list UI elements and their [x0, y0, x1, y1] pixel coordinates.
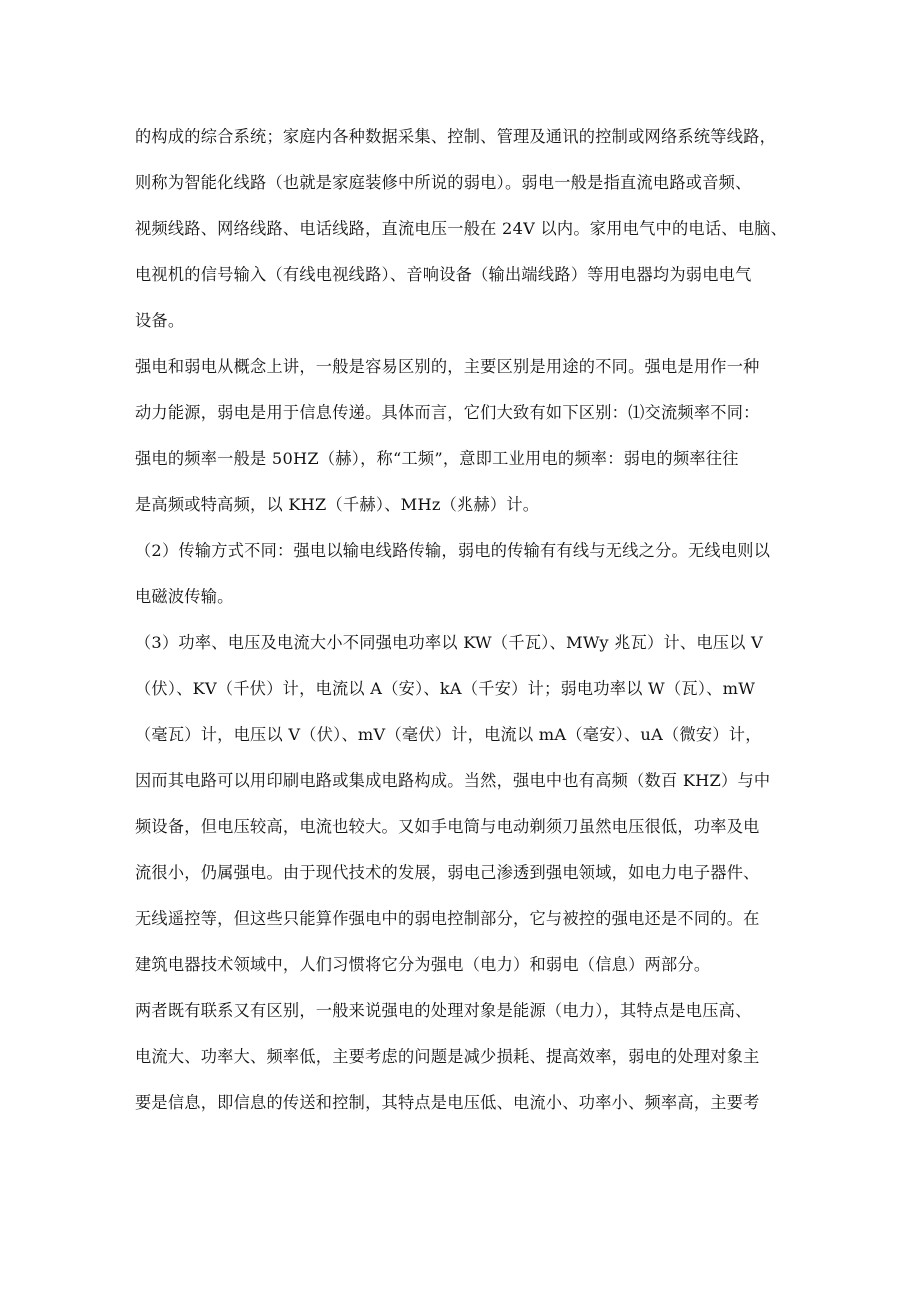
- text-line: 因而其电路可以用印刷电路或集成电路构成。当然，强电中也有高频（数百 KHZ）与中: [135, 771, 771, 790]
- text-line: 无线遥控等，但这些只能算作强电中的弱电控制部分，它与被控的强电还是不同的。在: [135, 909, 760, 928]
- text-line: 视频线路、网络线路、电话线路，直流电压一般在 24V 以内。家用电气中的电话、电脑、: [135, 219, 788, 238]
- text-line: 要是信息，即信息的传送和控制，其特点是电压低、电流小、功率小、频率高，主要考: [135, 1093, 760, 1112]
- text-line: 流很小，仍属强电。由于现代技术的发展，弱电己渗透到强电领域，如电力电子器件、: [135, 863, 760, 882]
- text-line: 电磁波传输。: [135, 587, 234, 606]
- text-line: 强电的频率一般是 50HZ（赫），称“工频”，意即工业用电的频率：弱电的频率往往: [135, 449, 739, 468]
- text-line: 设备。: [135, 311, 185, 330]
- text-line: （2）传输方式不同：强电以输电线路传输，弱电的传输有有线与无线之分。无线电则以: [135, 541, 771, 560]
- text-line: （3）功率、电压及电流大小不同强电功率以 KW（千瓦）、MWy 兆瓦）计、电压以 V: [135, 633, 763, 652]
- text-line: 则称为智能化线路（也就是家庭装修中所说的弱电）。弱电一般是指直流电路或音频、: [135, 173, 752, 192]
- text-line: 强电和弱电从概念上讲，一般是容易区别的，主要区别是用途的不同。强电是用作一种: [135, 357, 760, 376]
- text-line: 的构成的综合系统；家庭内各种数据采集、控制、管理及通讯的控制或网络系统等线路，: [135, 127, 777, 146]
- text-line: 动力能源，弱电是用于信息传递。具体而言，它们大致有如下区别：⑴交流频率不同：: [135, 403, 760, 422]
- text-line: 电流大、功率大、频率低，主要考虑的问题是减少损耗、提高效率，弱电的处理对象主: [135, 1047, 760, 1066]
- text-line: 是高频或特高频，以 KHZ（千赫）、MHz（兆赫）计。: [135, 495, 540, 514]
- text-line: 电视机的信号输入（有线电视线路）、音响设备（输出端线路）等用电器均为弱电电气: [135, 265, 752, 284]
- text-line: （毫瓦）计，电压以 V（伏）、mV（毫伏）计，电流以 mA（毫安）、uA（微安）计，: [135, 725, 762, 744]
- text-line: 频设备，但电压较高，电流也较大。又如手电筒与电动剃须刀虽然电压很低，功率及电: [135, 817, 760, 836]
- text-line: 两者既有联系又有区别，一般来说强电的处理对象是能源（电力），其特点是电压高、: [135, 1001, 752, 1020]
- text-line: 建筑电器技术领域中，人们习惯将它分为强电（电力）和弱电（信息）两部分。: [135, 955, 711, 974]
- text-line: （伏）、KV（千伏）计，电流以 A（安）、kA（千安）计；弱电功率以 W（瓦）、mW: [135, 679, 756, 698]
